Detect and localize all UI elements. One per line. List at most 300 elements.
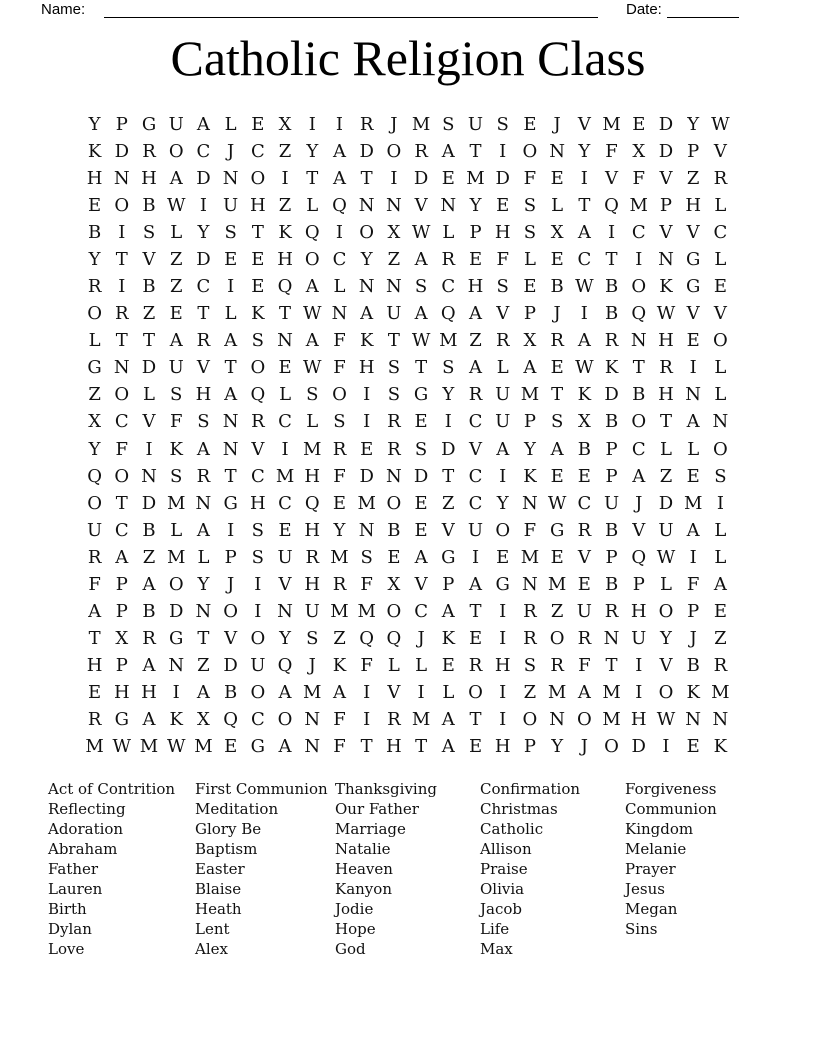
grid-letter: R xyxy=(115,303,129,325)
grid-letter: A xyxy=(305,330,319,352)
grid-letter: G xyxy=(685,276,701,298)
grid-letter: Q xyxy=(277,276,293,298)
grid-letter: T xyxy=(197,303,210,325)
grid-letter: B xyxy=(604,276,619,298)
grid-letter: X xyxy=(387,573,401,595)
grid-letter: B xyxy=(550,276,564,298)
grid-letter: E xyxy=(523,114,537,136)
grid-letter: C xyxy=(414,600,428,622)
grid-letter: Z xyxy=(387,249,401,271)
grid-letter: V xyxy=(577,546,591,568)
grid-letter: O xyxy=(114,195,130,217)
grid-letter: E xyxy=(686,330,700,352)
grid-letter: T xyxy=(605,249,618,271)
grid-letter: Y xyxy=(442,384,455,406)
grid-letter: H xyxy=(658,384,674,406)
grid-letter: E xyxy=(414,492,428,514)
grid-letter: S xyxy=(224,222,237,244)
grid-letter: B xyxy=(142,195,156,217)
grid-letter: O xyxy=(114,465,130,487)
grid-letter: C xyxy=(332,249,347,271)
grid-letter: A xyxy=(577,330,591,352)
grid-letter: Q xyxy=(304,222,320,244)
grid-letter: N xyxy=(141,465,157,487)
grid-letter: C xyxy=(631,438,646,460)
grid-letter: R xyxy=(604,600,619,622)
grid-letter: R xyxy=(142,141,156,163)
grid-letter: F xyxy=(578,654,591,676)
grid-letter: W xyxy=(711,114,730,136)
grid-letter: T xyxy=(469,600,482,622)
grid-letter: A xyxy=(469,357,483,379)
grid-letter: P xyxy=(632,573,645,595)
grid-letter: E xyxy=(360,438,374,460)
grid-letter: T xyxy=(578,195,591,217)
grid-letter: Q xyxy=(332,195,347,217)
grid-letter: T xyxy=(605,654,618,676)
grid-letter: T xyxy=(415,735,428,757)
grid-letter: G xyxy=(250,735,266,757)
word-list-item: Christmas xyxy=(480,800,558,818)
page-title: Catholic Religion Class xyxy=(170,30,646,86)
grid-letter: E xyxy=(278,357,292,379)
grid-letter: M xyxy=(303,438,322,460)
grid-letter: I xyxy=(254,573,262,595)
grid-letter: D xyxy=(658,141,674,163)
grid-letter: B xyxy=(87,222,102,244)
grid-letter: A xyxy=(332,141,346,163)
grid-letter: I xyxy=(635,681,643,703)
grid-letter: E xyxy=(224,249,238,271)
grid-letter: H xyxy=(141,168,157,190)
grid-letter: P xyxy=(687,600,700,622)
grid-letter: C xyxy=(278,492,292,514)
grid-letter: B xyxy=(224,681,238,703)
grid-letter: S xyxy=(414,438,428,460)
grid-letter: I xyxy=(363,411,371,433)
grid-letter: F xyxy=(333,357,346,379)
grid-letter: E xyxy=(686,465,700,487)
grid-letter: C xyxy=(250,708,265,730)
grid-letter: E xyxy=(550,249,564,271)
grid-letter: T xyxy=(88,627,101,649)
grid-letter: A xyxy=(469,573,483,595)
word-list-item: Love xyxy=(48,940,85,958)
grid-letter: R xyxy=(387,411,401,433)
grid-letter: Z xyxy=(550,600,564,622)
grid-letter: S xyxy=(442,114,455,136)
grid-letter: Z xyxy=(197,654,210,676)
grid-letter: E xyxy=(496,195,510,217)
grid-letter: S xyxy=(550,411,564,433)
grid-letter: R xyxy=(550,654,564,676)
grid-letter: I xyxy=(444,411,452,433)
grid-letter: G xyxy=(685,249,701,271)
grid-letter: S xyxy=(251,330,265,352)
grid-letter: L xyxy=(415,654,428,676)
grid-letter: M xyxy=(275,465,295,487)
grid-letter: I xyxy=(281,168,289,190)
grid-letter: D xyxy=(196,249,211,271)
grid-letter: X xyxy=(577,411,591,433)
word-list-item: Lent xyxy=(195,920,230,938)
grid-letter: E xyxy=(414,411,428,433)
word-list-item: Praise xyxy=(480,860,528,878)
grid-letter: R xyxy=(495,330,510,352)
grid-letter: S xyxy=(496,276,509,298)
grid-letter: V xyxy=(441,519,455,541)
grid-letter: H xyxy=(386,735,402,757)
grid-letter: M xyxy=(167,546,186,568)
grid-letter: R xyxy=(441,249,456,271)
grid-letter: L xyxy=(88,330,101,352)
word-list-item: Communion xyxy=(625,800,717,818)
grid-letter: A xyxy=(441,600,455,622)
grid-letter: D xyxy=(604,384,619,406)
grid-letter: O xyxy=(168,141,184,163)
grid-letter: E xyxy=(523,276,537,298)
grid-letter: D xyxy=(658,492,674,514)
grid-letter: C xyxy=(250,141,265,163)
grid-letter: W xyxy=(575,357,594,379)
grid-letter: A xyxy=(360,303,374,325)
grid-letter: Z xyxy=(523,681,537,703)
grid-letter: X xyxy=(632,141,646,163)
grid-letter: Z xyxy=(333,627,346,649)
grid-letter: I xyxy=(118,222,126,244)
grid-letter: J xyxy=(308,654,316,676)
grid-letter: N xyxy=(277,600,293,622)
grid-letter: H xyxy=(358,357,375,379)
grid-letter: U xyxy=(467,114,484,136)
grid-letter: C xyxy=(468,465,483,487)
grid-letter: Q xyxy=(304,492,320,514)
grid-letter: A xyxy=(523,357,537,379)
grid-letter: A xyxy=(414,303,428,325)
grid-letter: O xyxy=(87,492,102,514)
word-list-item: Kanyon xyxy=(335,880,392,898)
grid-letter: U xyxy=(467,519,484,541)
grid-letter: A xyxy=(169,330,183,352)
grid-letter: V xyxy=(142,249,156,271)
grid-letter: N xyxy=(331,303,348,325)
grid-letter: K xyxy=(169,708,183,730)
grid-letter: E xyxy=(632,114,646,136)
grid-letter: L xyxy=(279,384,292,406)
grid-letter: O xyxy=(386,600,402,622)
grid-letter: F xyxy=(496,249,509,271)
grid-letter: B xyxy=(632,384,646,406)
grid-letter: D xyxy=(495,168,510,190)
grid-letter: O xyxy=(713,438,728,460)
grid-letter: I xyxy=(145,438,153,460)
grid-letter: U xyxy=(576,600,592,622)
grid-letter: T xyxy=(469,141,482,163)
word-list-item: Lauren xyxy=(48,880,103,898)
grid-letter: T xyxy=(115,330,128,352)
grid-letter: M xyxy=(357,492,376,514)
grid-letter: Q xyxy=(277,654,293,676)
grid-letter: Z xyxy=(142,546,156,568)
grid-letter: I xyxy=(118,276,126,298)
grid-letter: H xyxy=(86,654,103,676)
grid-letter: Y xyxy=(197,573,210,595)
grid-letter: C xyxy=(441,276,456,298)
grid-letter: L xyxy=(333,276,346,298)
grid-letter: A xyxy=(196,114,210,136)
grid-letter: R xyxy=(359,114,374,136)
grid-letter: N xyxy=(358,519,375,541)
grid-letter: V xyxy=(686,303,700,325)
grid-letter: N xyxy=(195,600,212,622)
grid-letter: O xyxy=(658,681,674,703)
grid-letter: O xyxy=(304,249,320,271)
grid-letter: N xyxy=(712,411,729,433)
word-list-item: Max xyxy=(480,940,513,958)
word-list-item: Reflecting xyxy=(48,800,126,818)
grid-letter: V xyxy=(632,519,646,541)
grid-letter: H xyxy=(630,708,647,730)
name-fill-line xyxy=(104,1,598,18)
grid-letter: Z xyxy=(278,195,292,217)
grid-letter: K xyxy=(659,276,673,298)
grid-letter: C xyxy=(196,276,211,298)
word-list-item: Blaise xyxy=(195,880,242,898)
grid-letter: P xyxy=(224,546,237,568)
grid-letter: L xyxy=(170,222,183,244)
grid-letter: V xyxy=(278,573,292,595)
grid-letter: S xyxy=(333,411,346,433)
word-list-item: Heaven xyxy=(335,860,393,878)
grid-letter: A xyxy=(414,546,428,568)
grid-letter: O xyxy=(223,600,239,622)
grid-letter: A xyxy=(224,384,238,406)
grid-letter: L xyxy=(143,384,155,406)
grid-letter: A xyxy=(441,735,455,757)
grid-letter: I xyxy=(580,168,588,190)
grid-letter: P xyxy=(523,735,536,757)
grid-letter: Z xyxy=(686,168,700,190)
grid-letter: W xyxy=(656,708,676,730)
grid-letter: A xyxy=(332,168,346,190)
grid-letter: U xyxy=(386,303,402,325)
grid-letter: M xyxy=(303,681,322,703)
grid-letter: A xyxy=(577,681,591,703)
grid-letter: N xyxy=(358,195,375,217)
word-list-item: Act of Contrition xyxy=(48,780,176,798)
grid-letter: S xyxy=(360,546,373,568)
grid-letter: W xyxy=(166,195,186,217)
grid-letter: J xyxy=(227,141,235,163)
grid-letter: K xyxy=(169,438,183,460)
grid-letter: K xyxy=(278,222,292,244)
grid-letter: S xyxy=(442,357,455,379)
grid-letter: F xyxy=(523,519,537,541)
grid-letter: H xyxy=(304,465,321,487)
grid-letter: V xyxy=(713,303,727,325)
grid-letter: F xyxy=(88,573,101,595)
grid-letter: T xyxy=(197,627,210,649)
grid-letter: E xyxy=(550,465,564,487)
grid-letter: Y xyxy=(469,195,482,217)
grid-letter: V xyxy=(686,222,700,244)
grid-letter: O xyxy=(359,222,375,244)
date-fill-line xyxy=(667,1,739,18)
grid-letter: V xyxy=(659,654,673,676)
grid-letter: R xyxy=(387,438,401,460)
grid-letter: A xyxy=(469,303,483,325)
grid-letter: H xyxy=(141,681,157,703)
grid-letter: W xyxy=(656,303,676,325)
word-list-item: Abraham xyxy=(48,840,118,858)
word-list-item: Sins xyxy=(625,920,658,938)
grid-letter: L xyxy=(714,249,727,271)
grid-letter: A xyxy=(142,708,156,730)
grid-letter: V xyxy=(496,303,510,325)
grid-letter: D xyxy=(196,168,211,190)
grid-letter: P xyxy=(523,303,536,325)
grid-letter: B xyxy=(686,654,700,676)
grid-letter: W xyxy=(411,222,431,244)
grid-letter: M xyxy=(629,195,648,217)
grid-letter: I xyxy=(471,546,480,568)
grid-letter: N xyxy=(195,492,212,514)
grid-letter: J xyxy=(553,303,561,325)
grid-letter: F xyxy=(605,141,618,163)
grid-letter: Z xyxy=(442,492,455,514)
grid-letter: A xyxy=(196,681,210,703)
grid-letter: V xyxy=(224,627,238,649)
word-list-item: Alex xyxy=(195,940,228,958)
grid-letter: E xyxy=(468,735,483,757)
grid-letter: R xyxy=(196,465,211,487)
grid-letter: E xyxy=(577,465,591,487)
grid-letter: R xyxy=(604,330,619,352)
grid-letter: L xyxy=(687,438,700,460)
grid-letter: R xyxy=(468,654,483,676)
grid-letter: Q xyxy=(223,708,239,730)
grid-letter: N xyxy=(522,573,538,595)
grid-letter: J xyxy=(580,735,588,757)
grid-letter: A xyxy=(88,600,102,622)
word-list-item: Marriage xyxy=(335,820,406,838)
grid-letter: J xyxy=(689,627,697,649)
grid-letter: N xyxy=(685,708,702,730)
grid-letter: L xyxy=(660,438,672,460)
grid-letter: M xyxy=(466,168,485,190)
grid-letter: U xyxy=(495,384,511,406)
grid-letter: I xyxy=(363,681,371,703)
grid-letter: I xyxy=(254,600,262,622)
grid-letter: P xyxy=(605,546,618,568)
grid-letter: L xyxy=(306,411,319,433)
grid-letter: N xyxy=(386,195,402,217)
word-list-item: Kingdom xyxy=(625,820,694,838)
grid-letter: X xyxy=(88,411,102,433)
grid-letter: R xyxy=(196,330,211,352)
grid-letter: S xyxy=(414,276,428,298)
grid-letter: S xyxy=(387,384,401,406)
word-list-item: First Communion xyxy=(195,780,328,798)
grid-letter: I xyxy=(227,519,235,541)
grid-letter: Y xyxy=(496,492,509,514)
grid-letter: J xyxy=(390,114,398,136)
grid-letter: E xyxy=(550,168,564,190)
grid-letter: B xyxy=(577,438,591,460)
word-list-item: Life xyxy=(480,920,510,938)
grid-letter: T xyxy=(115,249,128,271)
grid-letter: V xyxy=(414,573,428,595)
grid-letter: V xyxy=(659,222,673,244)
grid-letter: N xyxy=(522,492,538,514)
grid-letter: F xyxy=(115,438,129,460)
grid-letter: Q xyxy=(386,627,402,649)
grid-letter: K xyxy=(686,681,700,703)
grid-letter: F xyxy=(360,654,373,676)
grid-letter: W xyxy=(303,303,322,325)
grid-letter: D xyxy=(114,141,130,163)
grid-letter: S xyxy=(170,465,183,487)
grid-letter: R xyxy=(713,654,728,676)
grid-letter: S xyxy=(496,114,509,136)
grid-letter: K xyxy=(251,303,265,325)
grid-letter: X xyxy=(115,627,129,649)
grid-letter: B xyxy=(387,519,401,541)
grid-letter: M xyxy=(139,735,159,757)
grid-letter: P xyxy=(659,195,673,217)
grid-letter: C xyxy=(577,249,592,271)
grid-letter: I xyxy=(363,384,371,406)
grid-letter: E xyxy=(441,168,455,190)
word-list-item: Megan xyxy=(625,900,678,918)
grid-letter: A xyxy=(577,222,591,244)
grid-letter: W xyxy=(656,546,676,568)
grid-letter: O xyxy=(250,357,266,379)
grid-letter: N xyxy=(222,168,239,190)
grid-letter: I xyxy=(417,681,425,703)
grid-letter: H xyxy=(304,519,321,541)
grid-letter: D xyxy=(441,438,456,460)
grid-letter: N xyxy=(712,708,729,730)
grid-letter: N xyxy=(386,465,402,487)
grid-letter: X xyxy=(387,222,401,244)
grid-letter: R xyxy=(523,627,537,649)
word-list-item: Jesus xyxy=(625,880,665,898)
grid-letter: P xyxy=(605,438,618,460)
grid-letter: T xyxy=(143,330,156,352)
grid-letter: M xyxy=(85,735,104,757)
grid-letter: P xyxy=(115,654,128,676)
grid-letter: E xyxy=(88,681,102,703)
grid-letter: I xyxy=(499,627,507,649)
word-list-item: Olivia xyxy=(480,880,525,898)
grid-letter: A xyxy=(169,168,183,190)
grid-letter: S xyxy=(523,222,537,244)
grid-letter: R xyxy=(332,438,347,460)
grid-letter: A xyxy=(196,438,210,460)
grid-letter: A xyxy=(224,330,238,352)
grid-letter: K xyxy=(87,141,102,163)
grid-letter: A xyxy=(632,465,646,487)
grid-letter: E xyxy=(441,654,455,676)
grid-letter: W xyxy=(303,357,322,379)
grid-letter: A xyxy=(441,141,455,163)
grid-letter: B xyxy=(604,573,619,595)
grid-letter: K xyxy=(577,384,592,406)
grid-letter: P xyxy=(469,222,482,244)
grid-letter: N xyxy=(304,708,321,730)
grid-letter: T xyxy=(251,222,264,244)
